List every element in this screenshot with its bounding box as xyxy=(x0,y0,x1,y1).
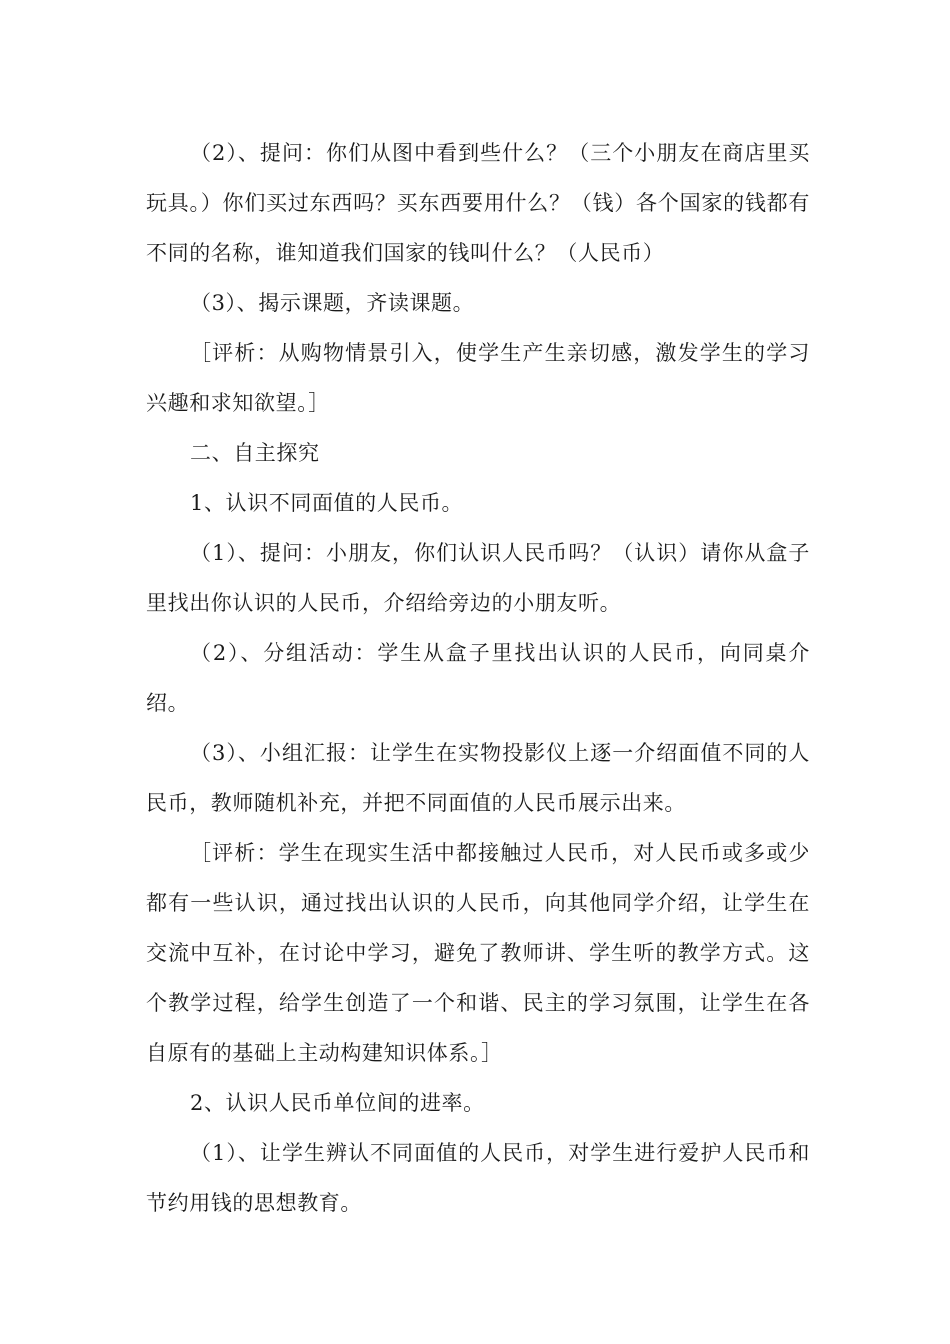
subheading-denominations: 1、认识不同面值的人民币。 xyxy=(190,491,464,515)
document-body xyxy=(146,128,810,1228)
paragraph-reveal-topic: （3）、揭示课题，齐读课题。 xyxy=(190,291,475,315)
paragraph-identify-denominations: （1）、让学生辨认不同面值的人民币，对学生进行爱护人民币和节约用钱的思想教育。 xyxy=(146,1141,810,1215)
paragraph-comment-exchange: ［评析：学生在现实生活中都接触过人民币，对人民币或多或少都有一些认识，通过找出认识的人民币，向其他同学介绍，让学生在交流中互补，在讨论中学习，避免了教师讲、学生听的教学方式。这个教学过程，给学生创造了一个和谐、民主的学习氛围，让学生在各自原有的基础上主动构建知识体系。］ xyxy=(146,841,810,1065)
paragraph-group-activity: （2）、分组活动：学生从盒子里找出认识的人民币，向同桌介绍。 xyxy=(146,641,810,715)
paragraph-question-picture: （2）、提问：你们从图中看到些什么？（三个小朋友在商店里买玩具。）你们买过东西吗？买东西要用什么？（钱）各个国家的钱都有不同的名称，谁知道我们国家的钱叫什么？（人民币） xyxy=(146,141,810,265)
section-heading-self-exploration: 二、自主探究 xyxy=(190,441,320,465)
paragraph-question-recognize: （1）、提问：小朋友，你们认识人民币吗？（认识）请你从盒子里找出你认识的人民币，介绍给旁边的小朋友听。 xyxy=(146,541,810,615)
paragraph-group-report: （3）、小组汇报：让学生在实物投影仪上逐一介绍面值不同的人民币，教师随机补充，并把不同面值的人民币展示出来。 xyxy=(146,741,810,815)
subheading-unit-rates: 2、认识人民币单位间的进率。 xyxy=(190,1091,485,1115)
paragraph-comment-shopping: ［评析：从购物情景引入，使学生产生亲切感，激发学生的学习兴趣和求知欲望。］ xyxy=(146,341,810,415)
